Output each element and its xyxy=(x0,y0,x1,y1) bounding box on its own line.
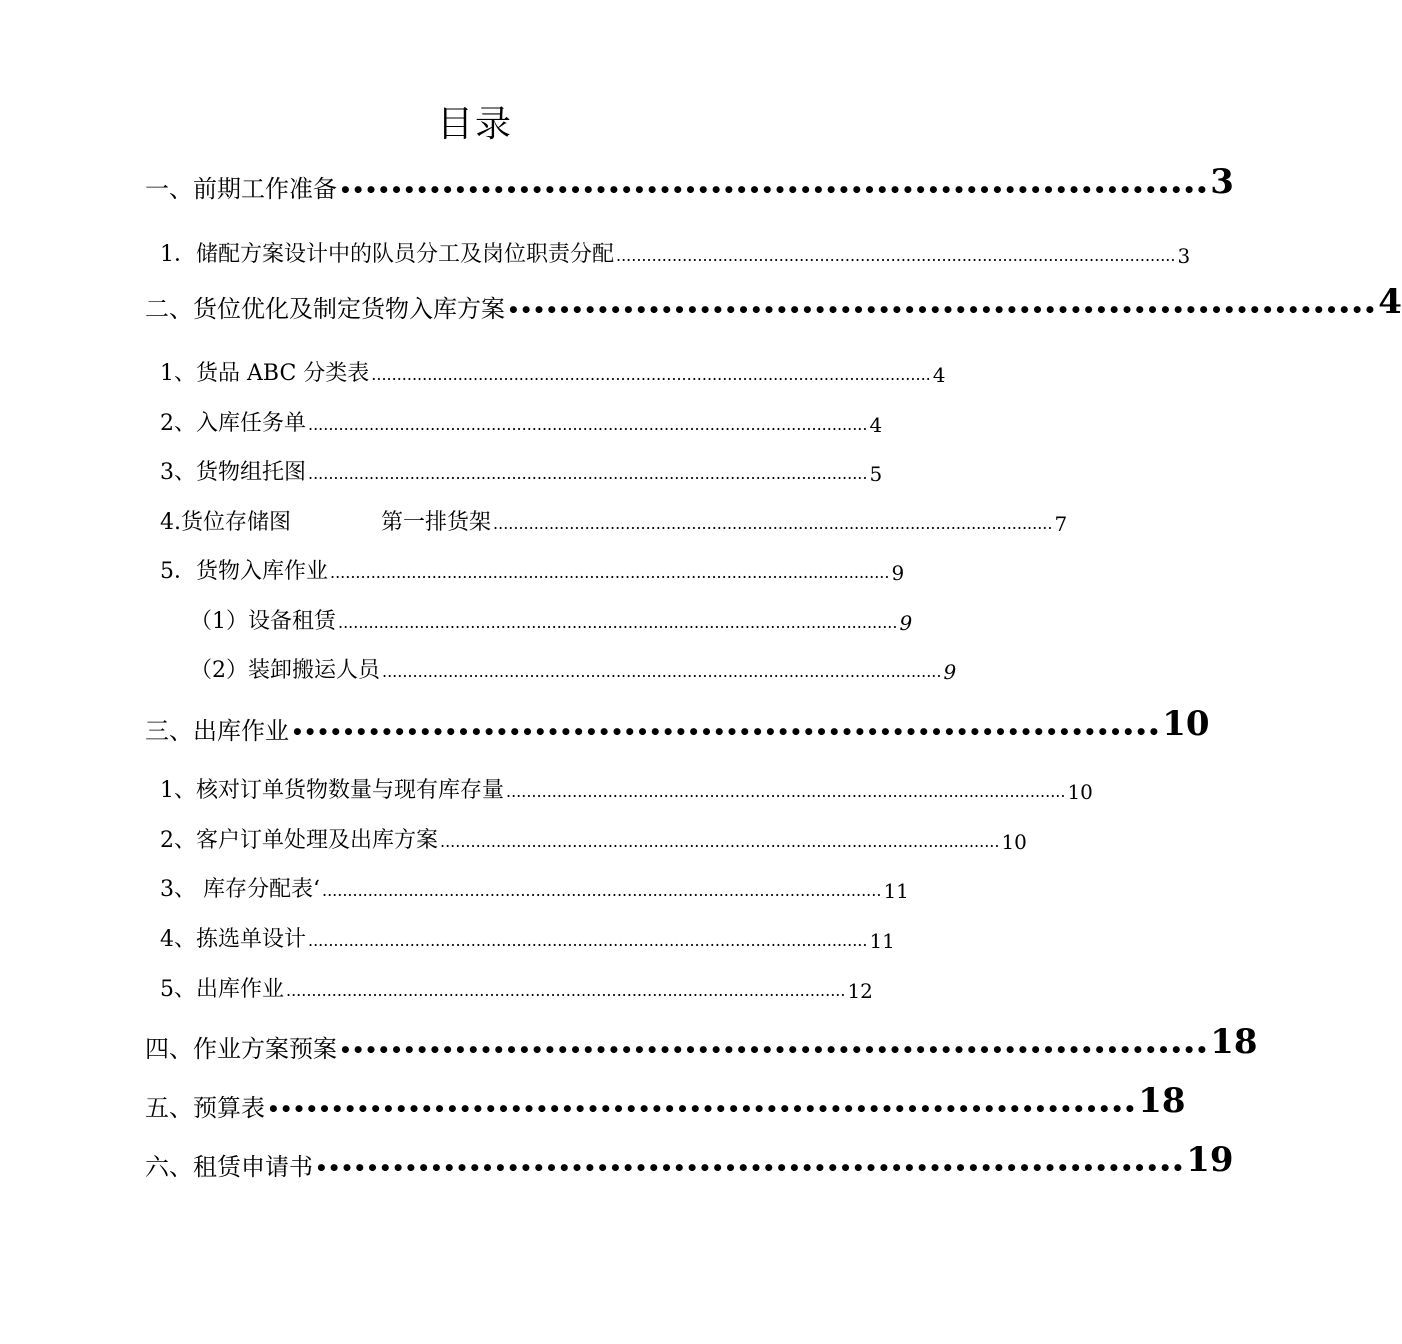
dot-leader: .............................................................................................................. xyxy=(308,931,868,950)
toc-entry-18[interactable] xyxy=(145,1081,1186,1125)
dot-leader: •••••••••••••••••••••••••••••••••••••••••••••••••••••••••••••••••••• xyxy=(315,1156,1185,1180)
toc-page-number: 10 xyxy=(1067,780,1093,804)
toc-page-number: 5 xyxy=(869,462,883,486)
toc-page-number: 18 xyxy=(1210,1022,1258,1062)
toc-page-number: 18 xyxy=(1138,1081,1186,1121)
toc-entry-16[interactable] xyxy=(160,971,873,1005)
dot-leader: .............................................................................................................. xyxy=(382,662,942,681)
toc-page-number: 11 xyxy=(869,929,895,953)
toc-entry-label: 三、出库作业 xyxy=(145,717,289,745)
toc-entry-14[interactable] xyxy=(160,871,909,905)
toc-entry-label: 1、核对订单货物数量与现有库存量 xyxy=(160,778,504,803)
toc-entry-label: 二、货位优化及制定货物入库方案 xyxy=(145,295,505,323)
dot-leader: .............................................................................................................. xyxy=(321,881,882,900)
toc-entry-label: 1．储配方案设计中的队员分工及岗位职责分配 xyxy=(160,242,614,267)
dot-leader: .............................................................................................................. xyxy=(308,415,868,434)
toc-entry-label: 3、 库存分配表‘ xyxy=(160,877,320,902)
toc-entry-label: （1）设备租赁 xyxy=(190,609,336,634)
toc-entry-19[interactable] xyxy=(145,1140,1234,1184)
toc-entry-1[interactable] xyxy=(145,162,1234,206)
toc-entry-9[interactable] xyxy=(190,603,913,637)
toc-page-number: 19 xyxy=(1186,1140,1234,1180)
dot-leader: •••••••••••••••••••••••••••••••••••••••••••••••••••••••••••••••••••• xyxy=(339,1038,1209,1062)
dot-leader: .............................................................................................................. xyxy=(330,563,890,582)
toc-entry-6[interactable] xyxy=(160,454,883,488)
toc-page-number: 3 xyxy=(1210,162,1234,202)
dot-leader: •••••••••••••••••••••••••••••••••••••••••••••••••••••••••••••••••••• xyxy=(507,298,1377,322)
dot-leader: .............................................................................................................. xyxy=(286,981,846,1000)
toc-entry-12[interactable] xyxy=(160,772,1093,806)
toc-entry-label: 3、货物组托图 xyxy=(160,460,306,485)
toc-entry-5[interactable] xyxy=(160,405,883,439)
toc-entry-label: 2、客户订单处理及出库方案 xyxy=(160,828,438,853)
toc-page-number: 10 xyxy=(1001,830,1027,854)
toc-entry-13[interactable] xyxy=(160,822,1027,856)
toc-entry-label: 1、货品 ABC 分类表 xyxy=(160,361,370,386)
dot-leader: •••••••••••••••••••••••••••••••••••••••••••••••••••••••••••••••••••• xyxy=(339,178,1209,202)
toc-entry-label: 四、作业方案预案 xyxy=(145,1035,337,1063)
dot-leader: •••••••••••••••••••••••••••••••••••••••••••••••••••••••••••••••••••• xyxy=(267,1097,1137,1121)
toc-entry-17[interactable] xyxy=(145,1022,1258,1066)
toc-entry-10[interactable] xyxy=(190,652,957,686)
toc-entry-label: 5、出库作业 xyxy=(160,977,284,1002)
toc-page-number: 7 xyxy=(1054,512,1068,536)
dot-leader: .............................................................................................................. xyxy=(493,514,1053,533)
dot-leader: .............................................................................................................. xyxy=(440,832,1000,851)
toc-entry-11[interactable] xyxy=(145,704,1210,748)
dot-leader: .............................................................................................................. xyxy=(506,782,1066,801)
toc-entry-label: 5．货物入库作业 xyxy=(160,559,328,584)
toc-page-number: 11 xyxy=(883,879,909,903)
toc-page-number: 12 xyxy=(847,979,873,1003)
dot-leader: .............................................................................................................. xyxy=(616,246,1176,265)
toc-entry-7[interactable] xyxy=(160,504,1068,538)
toc-entry-label: 五、预算表 xyxy=(145,1094,265,1122)
toc-page-number: 4 xyxy=(1378,282,1402,322)
toc-entry-label xyxy=(160,508,491,538)
toc-page-number: 10 xyxy=(1162,704,1210,744)
toc-entry-label: 4、拣选单设计 xyxy=(160,927,306,952)
toc-entry-label-b: 第一排货架 xyxy=(381,510,492,535)
dot-leader: •••••••••••••••••••••••••••••••••••••••••••••••••••••••••••••••••••• xyxy=(291,720,1161,744)
toc-title: 目录 xyxy=(436,104,513,145)
toc-page-number: 9 xyxy=(891,561,905,585)
toc-entry-label: 六、租赁申请书 xyxy=(145,1153,313,1181)
toc-entry-15[interactable] xyxy=(160,921,895,955)
toc-entry-label-a: 4.货位存储图 xyxy=(160,510,291,535)
toc-page-number: 3 xyxy=(1177,244,1191,268)
dot-leader: .............................................................................................................. xyxy=(338,613,898,632)
toc-page-number: 4 xyxy=(869,413,883,437)
toc-entry-2[interactable] xyxy=(160,236,1191,270)
toc-page-number: 4 xyxy=(932,363,946,387)
toc-page-number: 9 xyxy=(899,611,913,635)
toc-entry-label: 一、前期工作准备 xyxy=(145,175,337,203)
toc-entry-3[interactable] xyxy=(145,282,1402,326)
dot-leader: .............................................................................................................. xyxy=(308,464,868,483)
toc-entry-8[interactable] xyxy=(160,553,905,587)
toc-entry-label: 2、入库任务单 xyxy=(160,411,306,436)
toc-entry-4[interactable] xyxy=(160,355,946,389)
dot-leader: .............................................................................................................. xyxy=(371,365,931,384)
toc-entry-label: （2）装卸搬运人员 xyxy=(190,658,380,683)
toc-page-number: 9 xyxy=(943,660,957,684)
